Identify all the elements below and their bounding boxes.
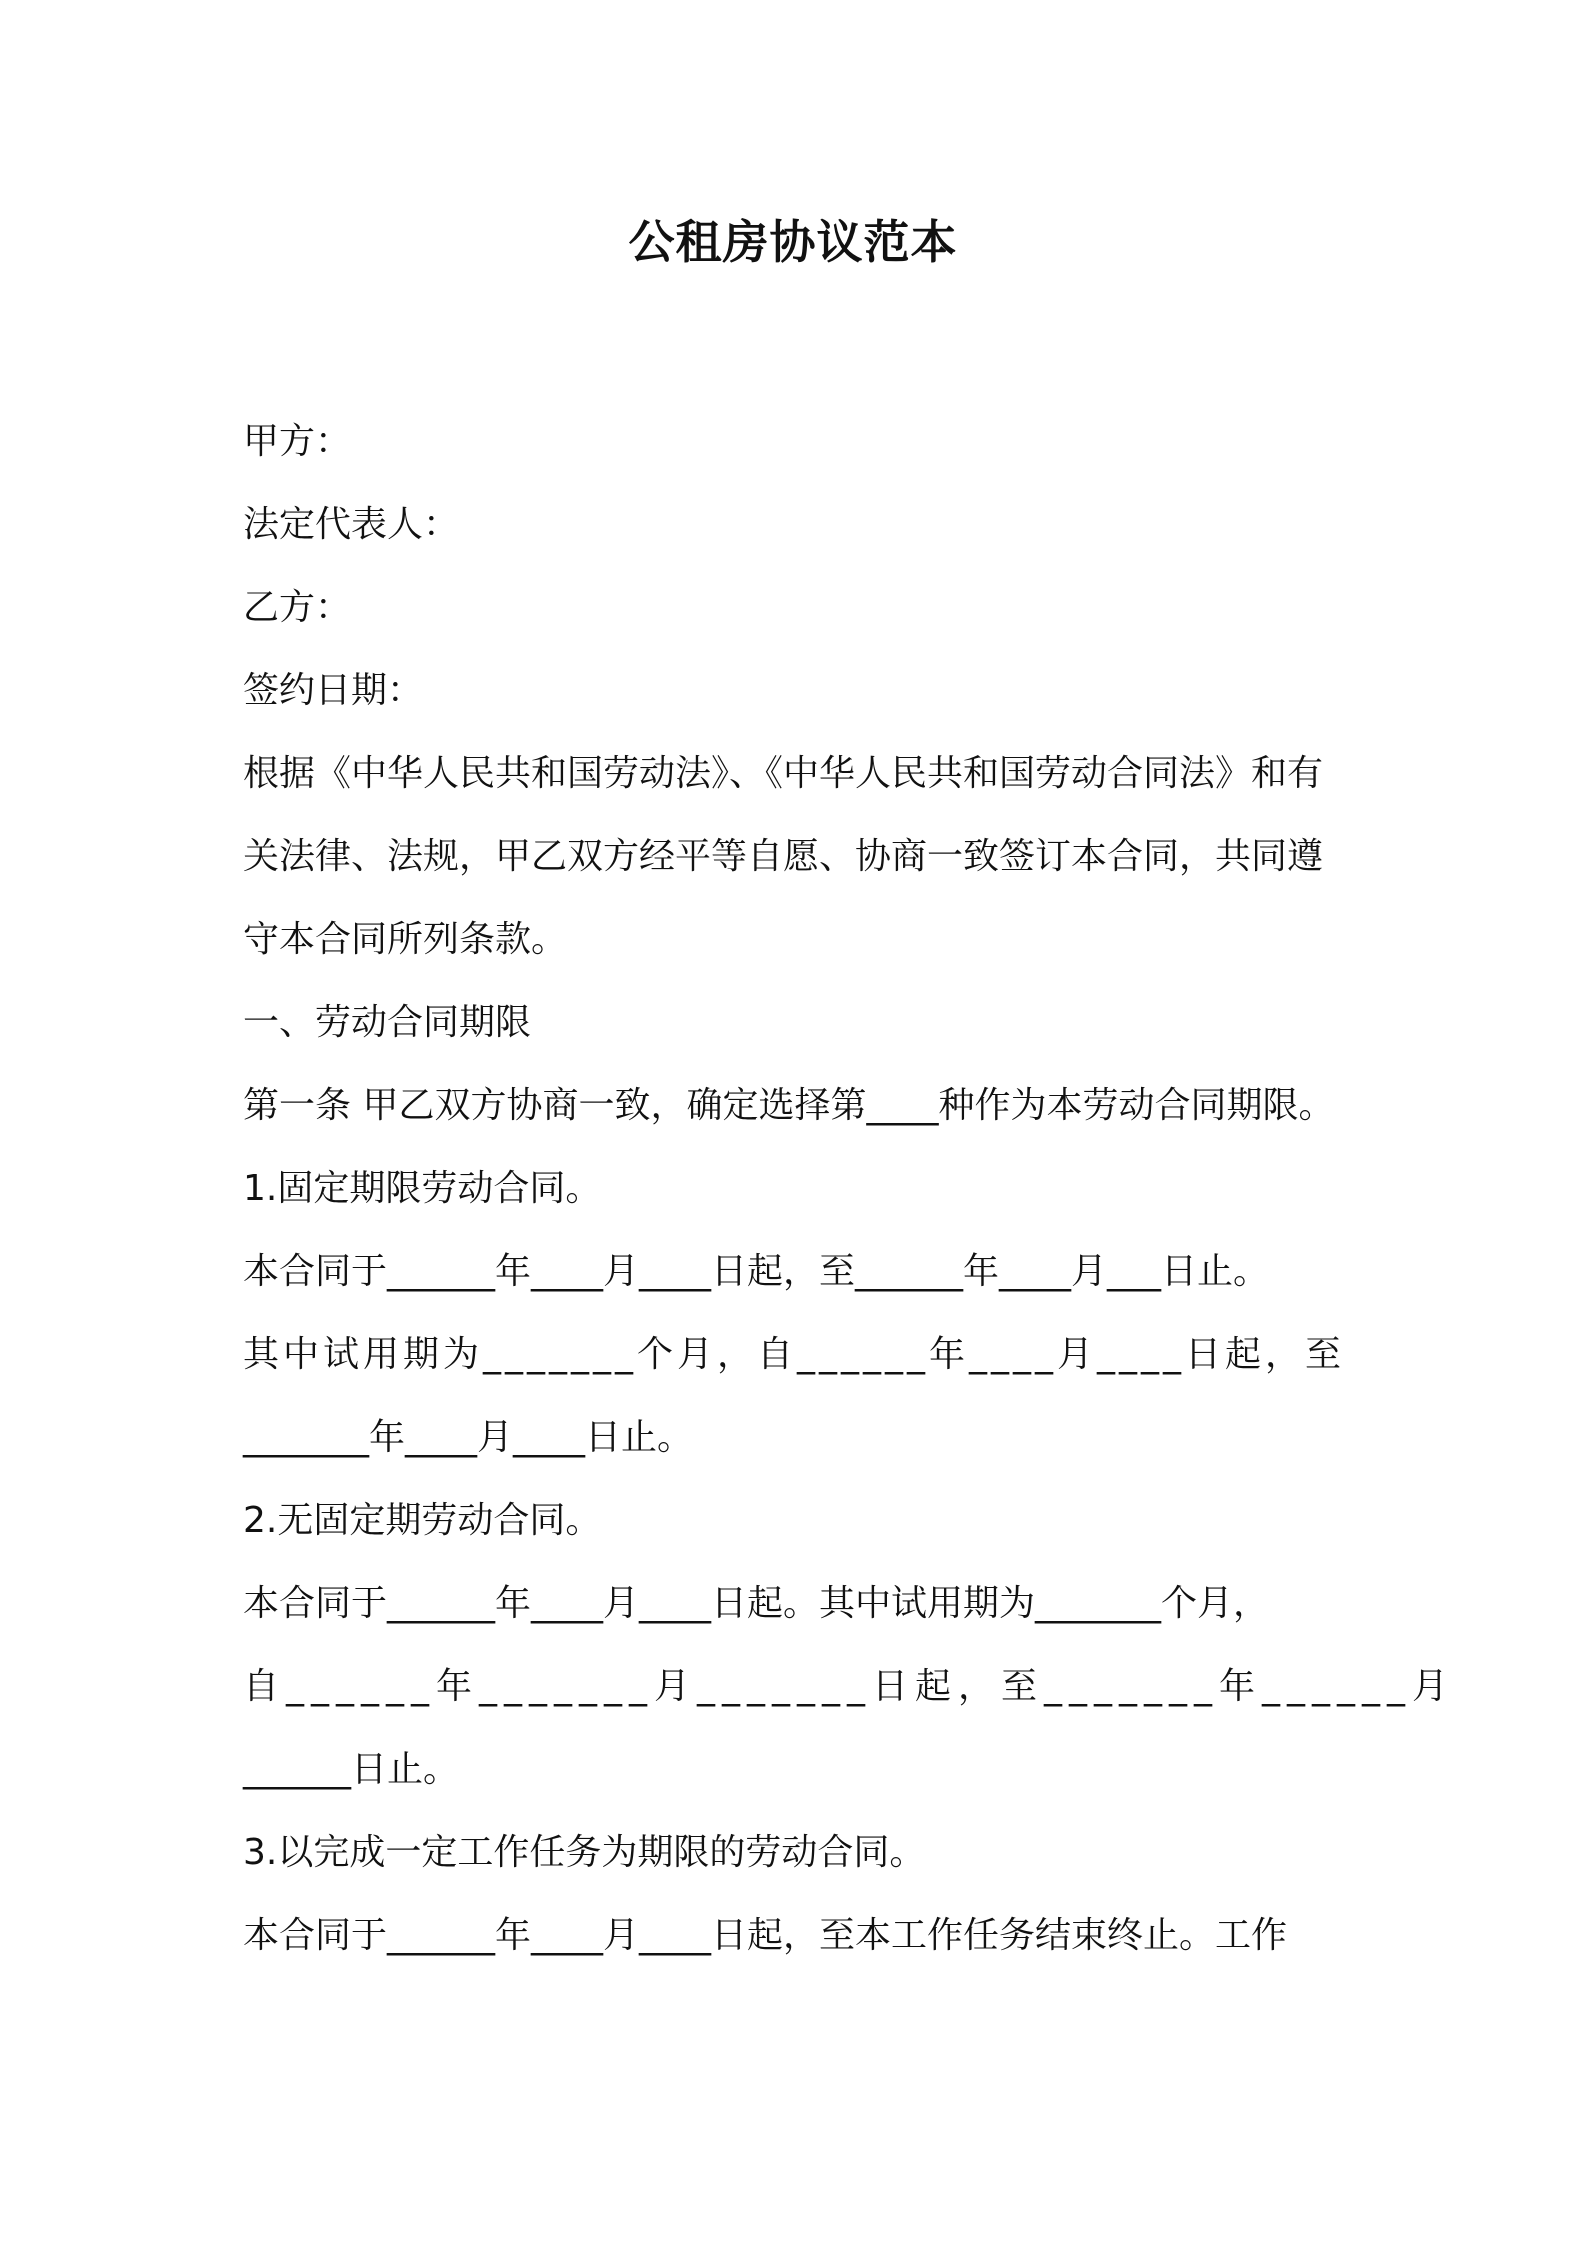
fixed-term-line-3: _______年____月____日止。 (243, 1417, 694, 1458)
fixed-term-line-2: 其中试用期为_______个月，自______年____月____日起，至 (243, 1334, 1346, 1375)
preamble-line-3: 守本合同所列条款。 (243, 919, 568, 960)
party-b-line: 乙方： (243, 587, 352, 628)
legal-representative-line: 法定代表人： (243, 504, 460, 545)
task-term-line-1: 本合同于______年____月____日起，至本工作任务结束终止。工作 (243, 1915, 1288, 1956)
fixed-term-line-1: 本合同于______年____月____日起，至______年____月___日止。 (243, 1251, 1270, 1292)
article-one-line: 第一条 甲乙双方协商一致，确定选择第____种作为本劳动合同期限。 (243, 1085, 1335, 1126)
open-term-line-1: 本合同于______年____月____日起。其中试用期为_______个月， (243, 1583, 1270, 1624)
party-a-line: 甲方： (243, 421, 352, 462)
preamble-line-1: 根据《中华人民共和国劳动法》、《中华人民共和国劳动合同法》和有 (243, 753, 1324, 794)
document-body (243, 400, 1456, 1977)
section-heading-contract-term: 一、劳动合同期限 (243, 1002, 532, 1043)
document-title: 公租房协议范本 (628, 215, 958, 269)
open-term-heading: 2.无固定期劳动合同。 (243, 1500, 602, 1541)
open-term-line-3: ______日止。 (243, 1749, 460, 1790)
signing-date-line: 签约日期： (243, 670, 424, 711)
open-term-line-2: 自______年_______月_______日起，至_______年______月 (243, 1666, 1456, 1707)
preamble-line-2: 关法律、法规，甲乙双方经平等自愿、协商一致签订本合同，共同遵 (243, 836, 1324, 877)
task-term-heading: 3.以完成一定工作任务为期限的劳动合同。 (243, 1832, 926, 1873)
fixed-term-heading: 1.固定期限劳动合同。 (243, 1168, 602, 1209)
